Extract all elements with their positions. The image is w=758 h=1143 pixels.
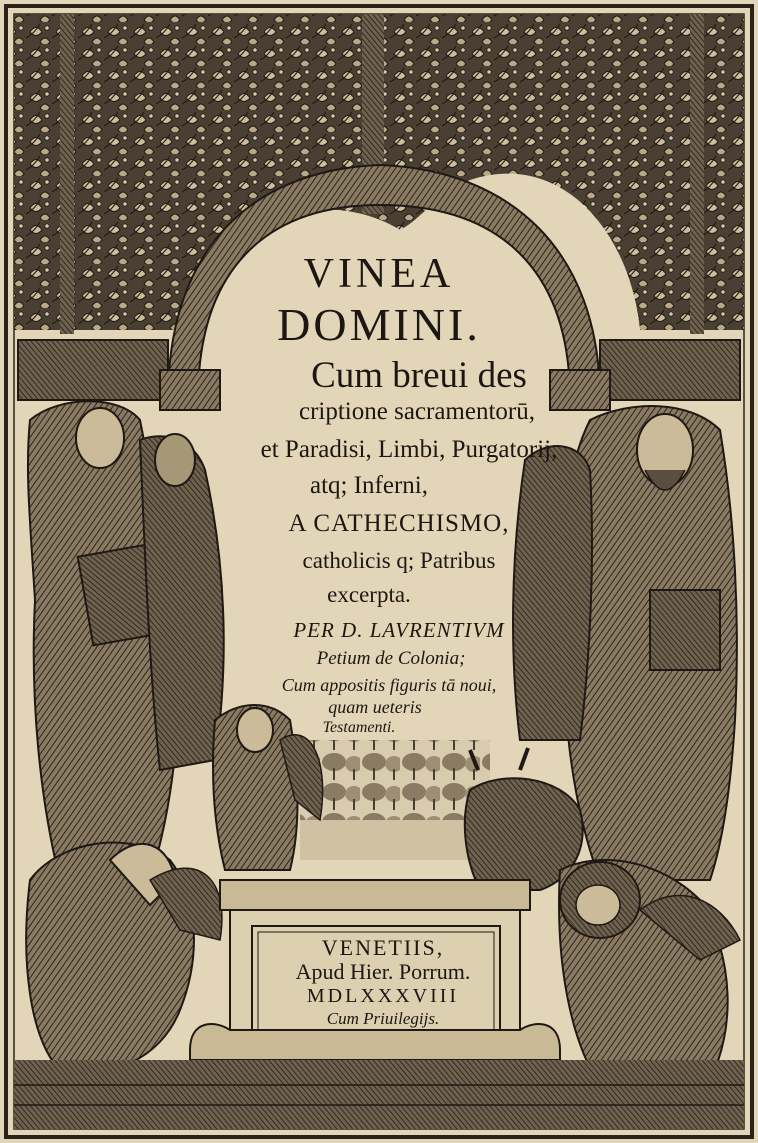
imprint-printer: Apud Hier. Porrum.: [295, 959, 471, 984]
subtitle-line-1: Cum breui des: [311, 355, 527, 396]
source-line-1: A CATHECHISMO,: [288, 510, 510, 537]
source-line-2: catholicis q; Patribus: [302, 548, 496, 573]
subtitle-line-2: criptione sacramentorū,: [298, 398, 535, 425]
imprint-city: VENETIIS,: [321, 935, 445, 960]
title-line-2: DOMINI.: [277, 299, 481, 350]
imprint-privilege: Cum Priuilegijs.: [326, 1009, 440, 1028]
subtitle-line-3: et Paradisi, Limbi, Purgatorij,: [260, 436, 558, 463]
figures-note-line-1: Cum appositis figuris tā noui,: [281, 675, 497, 695]
source-line-3: excerpta.: [327, 582, 411, 607]
author-line-1: PER D. LAVRENTIVM: [293, 618, 505, 642]
title-line-1: VINEA: [303, 251, 455, 297]
author-line-2: Petium de Colonia;: [316, 648, 466, 669]
figures-note-line-3: Testamenti.: [322, 719, 396, 736]
figures-note-line-2: quam ueteris: [328, 697, 422, 717]
imprint-year: MDLXXXVIII: [306, 985, 460, 1007]
subtitle-line-4: atq; Inferni,: [309, 472, 428, 499]
